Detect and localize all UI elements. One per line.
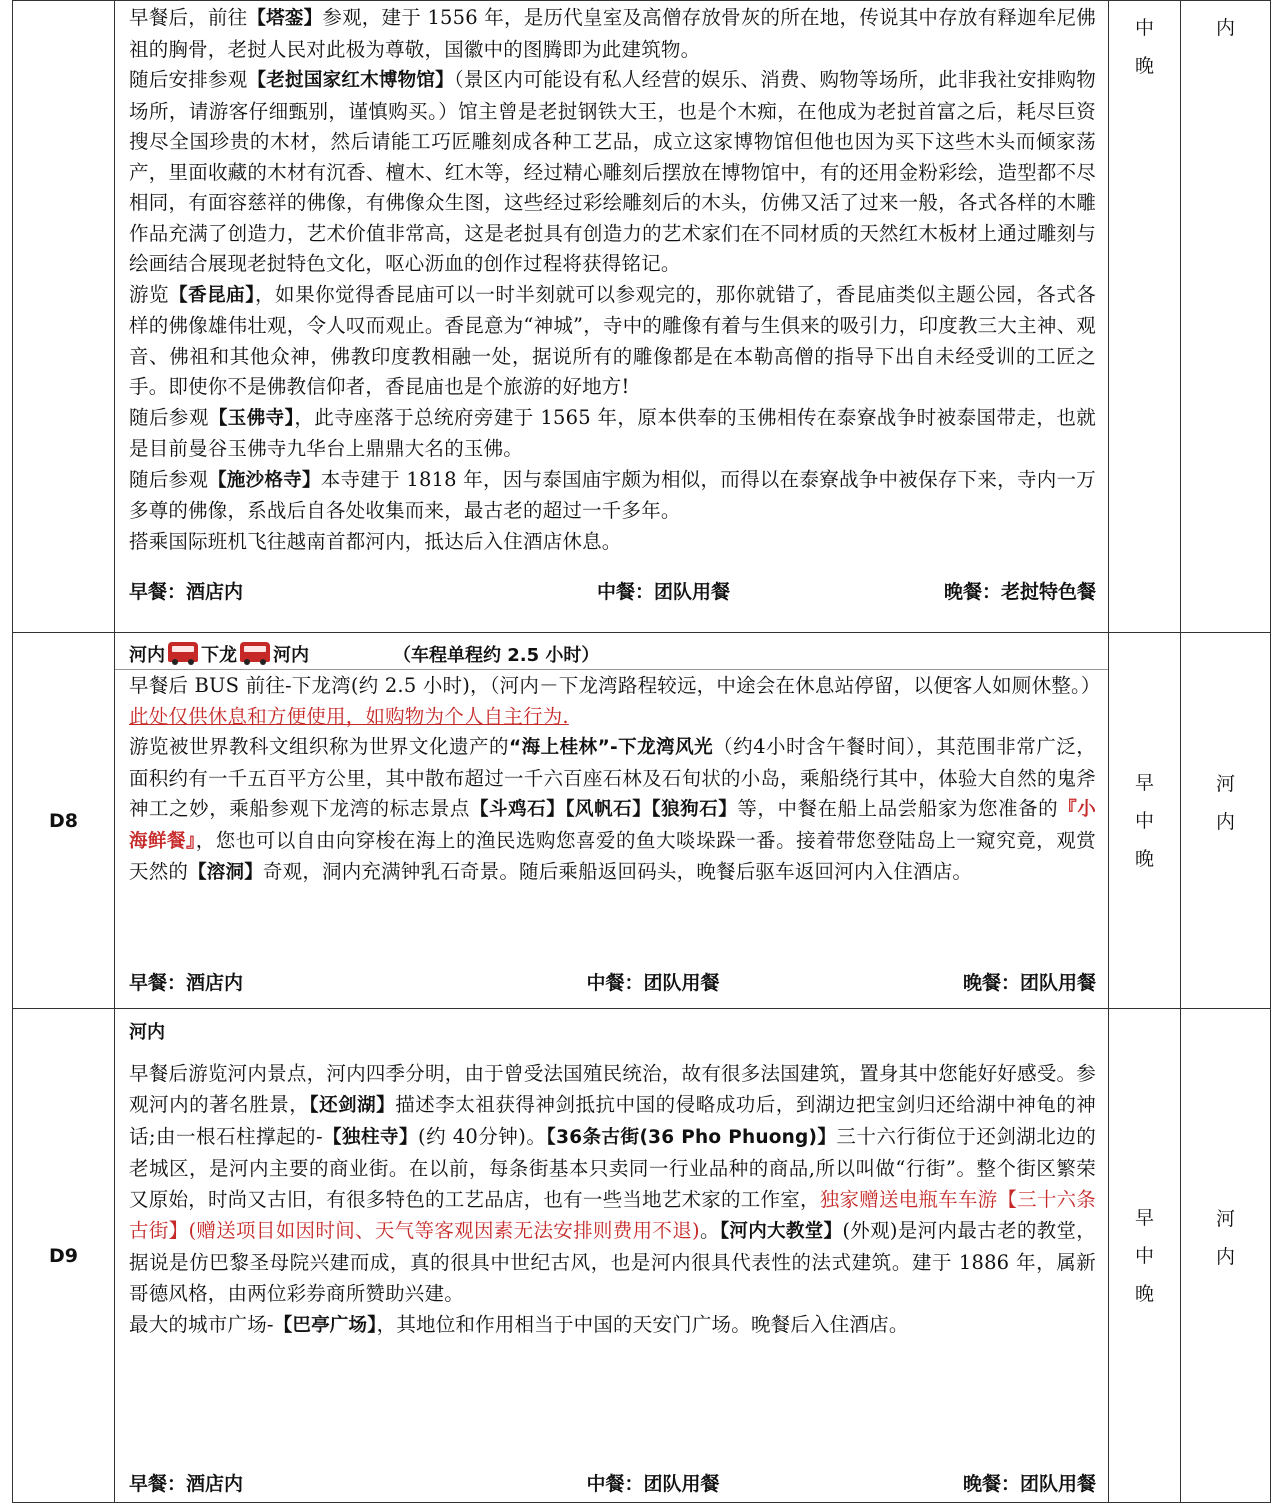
hotel-char: 河 <box>1215 772 1235 795</box>
hotel-stack <box>1181 1200 1270 1276</box>
dinner-text: 晚餐：团队用餐 <box>962 1473 1096 1495</box>
description-body <box>115 1 1108 577</box>
itinerary-table <box>12 0 1271 1503</box>
meal-char: 中 <box>1134 17 1154 39</box>
text-segment: 奇观，洞内充满钟乳石奇景。随后乘船返回码头，晚餐后驱车返回河内入住酒店。 <box>262 860 973 883</box>
meals-stack <box>1109 764 1180 878</box>
route-destination: 河内 <box>273 645 309 666</box>
description-paragraph <box>129 732 1096 889</box>
description-paragraph <box>129 527 1096 558</box>
highlight-term: 【36条古街(36 Pho Phuong)】 <box>546 1127 837 1148</box>
breakfast-text: 早餐：酒店内 <box>129 972 244 994</box>
meal-char: 晚 <box>1134 1282 1154 1305</box>
highlight-term: 【还剑湖】 <box>309 1095 396 1116</box>
text-segment: ，此寺座落于总统府旁建于 1565 年，原本供奉的玉佛相传在泰寮战争时被泰国带走，也就是目前曼谷玉佛寺九华台上鼎鼎大名的玉佛。 <box>129 405 1096 460</box>
bus-icon <box>240 642 270 662</box>
highlight-term: 【塔銮】 <box>247 8 323 29</box>
meal-char: 中 <box>1134 1244 1154 1267</box>
text-segment: 参观，建于 1556 年，是历代皇室及高僧存放骨灰的所在地，传说其中存放有释迦牟尼佛祖的胸骨，老挝人民对此极为尊敬，国徽中的图腾即为此建筑物。 <box>129 6 1096 61</box>
description-paragraph <box>129 3 1096 65</box>
shopping-notice: 此处仅供休息和方便使用，如购物为个人自主行为. <box>129 704 569 728</box>
text-segment: 描述李太祖获得神剑抵抗中国的侵略成功后，到湖边把宝剑归还给湖中神龟的神话;由一根石柱撑起的- <box>129 1093 1096 1148</box>
meals-line <box>115 968 1108 995</box>
highlight-term: 【河内大教堂】 <box>719 1221 843 1242</box>
description-paragraph <box>129 65 1096 280</box>
text-segment: ，其地位和作用相当于中国的天安门广场。晚餐后入住酒店。 <box>376 1313 909 1336</box>
text-segment: (约 40分钟)。 <box>418 1125 547 1148</box>
description-paragraph <box>129 1309 1096 1341</box>
description-paragraph <box>129 465 1096 527</box>
hotel-char: 内 <box>1215 1245 1235 1268</box>
description-paragraph <box>129 1058 1096 1309</box>
text-segment: 游览 <box>129 282 170 306</box>
highlight-term: 【溶洞】 <box>188 862 263 883</box>
description-paragraph <box>129 671 1101 732</box>
meals-stack <box>1109 1199 1180 1313</box>
meal-char: 晚 <box>1134 55 1154 77</box>
meals-column-cell <box>1109 633 1181 1009</box>
description-body <box>115 670 1108 968</box>
text-segment: 。 <box>699 1219 720 1242</box>
description-cell <box>115 1009 1109 1503</box>
hotel-char: 河 <box>1215 1207 1235 1230</box>
lunch-text: 中餐：团队用餐 <box>586 1473 720 1495</box>
highlight-term: 【玉佛寺】 <box>208 407 295 429</box>
text-segment: 随后参观 <box>129 405 209 429</box>
day-label <box>13 1 115 633</box>
day-label: D9 <box>13 1009 115 1503</box>
lunch-text: 中餐：团队用餐 <box>586 972 720 994</box>
itinerary-row-d9 <box>13 1009 1271 1503</box>
text-segment: （约4小时含午餐时间），其范围非常广泛，面积约有一千五百平方公里，其中散布超过一千六百座石林及石旬状的小岛，乘船绕行其中，体验大自然的鬼斧神工之妙，乘船参观下龙湾的标志景点 <box>129 735 1096 820</box>
route-stop: 下龙 <box>201 645 237 666</box>
breakfast-text: 早餐：酒店内 <box>129 1473 244 1495</box>
text-segment: 随后参观 <box>129 467 209 491</box>
highlight-term: 【老挝国家红木博物馆】 <box>247 70 454 91</box>
text-segment: 三十六行街位于还剑湖北边的老城区，是河内主要的商业街。在以前，每条街基本只卖同一行业品种的商品,所以叫做“行街”。整个街区繁荣又原始，时尚又古旧，有很多特色的工艺品店，也有一些当地艺术家的工作室， <box>129 1125 1096 1211</box>
dinner-text: 晚餐：团队用餐 <box>962 972 1096 994</box>
text-segment: ，您也可以自由向穿梭在海上的渔民选购您喜爱的鱼大啖垛跺一番。接着带您登陆岛上一窥究竟，观赏天然的 <box>129 828 1096 883</box>
route-note: （车程单程约 2.5 小时） <box>393 645 600 666</box>
hotel-stack <box>1181 765 1270 841</box>
text-segment: 本寺建于 1818 年，因与泰国庙宇颇为相似，而得以在泰寮战争中被保存下来，寺内一万多尊的佛像，系战后自各处收集而来，最古老的超过一千多年。 <box>129 467 1096 522</box>
hotel-stack <box>1181 1 1270 47</box>
text-segment: 游览被世界教科文组织称为世界文化遗产的 <box>129 735 509 758</box>
meals-stack <box>1109 1 1180 85</box>
meal-char: 早 <box>1134 771 1154 794</box>
text-segment: 等，中餐在船上品尝船家为您准备的 <box>737 797 1059 820</box>
highlight-term: 【施沙格寺】 <box>208 469 321 491</box>
description-body <box>115 1046 1108 1469</box>
text-segment: 早餐后游览河内景点，河内四季分明，由于曾受法国殖民统治，故有很多法国建筑，置身其中您能好好感受。参观河内的著名胜景， <box>129 1062 1096 1116</box>
highlight-term: 【斗鸡石】【风帆石】【狼狗石】 <box>469 799 738 820</box>
hotel-column-cell <box>1181 1 1271 633</box>
route-origin: 河内 <box>129 1021 165 1043</box>
hotel-char: 内 <box>1215 810 1235 833</box>
meal-char: 晚 <box>1134 847 1154 870</box>
hotel-char: 内 <box>1215 17 1235 39</box>
text-segment: 搭乘国际班机飞往越南首都河内，抵达后入住酒店休息。 <box>129 529 622 553</box>
meal-highlight: 『小海鲜餐』 <box>129 799 1096 852</box>
description-paragraph <box>129 403 1096 465</box>
highlight-term: 【巴亭广场】 <box>273 1315 377 1336</box>
text-segment: 早餐后，前往 <box>129 6 248 29</box>
description-paragraph <box>129 280 1096 403</box>
meals-column-cell <box>1109 1009 1181 1503</box>
hotel-column-cell <box>1181 633 1271 1009</box>
meals-column-cell <box>1109 1 1181 633</box>
text-segment: 最大的城市广场- <box>129 1313 274 1336</box>
text-segment: ，如果你觉得香昆庙可以一时半刻就可以参观完的，那你就错了，香昆庙类似主题公园，各式各样的佛像雄伟壮观，令人叹而观止。香昆意为“神城”，寺中的雕像有着与生俱来的吸引力，印度教三大主神、观音、佛祖和其他众神，佛教印度教相融一处，据说所有的雕像都是在本勒高僧的指导下出自未经受训的工匠之手。即使你不是佛教信仰者，香昆庙也是个旅游的好地方! <box>129 282 1097 398</box>
meal-char: 早 <box>1134 1206 1154 1229</box>
highlight-term: 【独柱寺】 <box>322 1127 419 1148</box>
dinner-text: 晚餐：老挝特色餐 <box>943 581 1096 603</box>
route-line <box>115 633 1108 670</box>
meals-line <box>115 577 1108 604</box>
meals-line <box>115 1469 1108 1496</box>
lunch-text: 中餐：团队用餐 <box>596 581 730 603</box>
hotel-column-cell <box>1181 1009 1271 1503</box>
itinerary-row-d8 <box>13 633 1271 1009</box>
breakfast-text: 早餐：酒店内 <box>129 581 244 603</box>
text-segment: 随后安排参观 <box>129 68 248 91</box>
text-segment: （景区内可能设有私人经营的娱乐、消费、购物等场所，此非我社安排购物场所，请游客仔细甄别，谨慎购买。）馆主曾是老挝钢铁大王，也是个木痴，在他成为老挝首富之后，耗尽巨资搜尽全国珍贵的木材，然后请能工巧匠雕刻成各种工艺品，成立这家博物馆但他也因为买下这些木头而倾家荡产，里面收藏的木材有沉香、檀木、红木等，经过精心雕刻后摆放在博物馆中，有的还用金粉彩绘，造型都不尽相同，有面容慈祥的佛像，有佛像众生图，这些经过彩绘雕刻后的木头，仿佛又活了过来一般，各式各样的木雕作品充满了创造力，艺术价值非常高，这是老挝具有创造力的艺术家们在不同材质的天然红木板材上通过雕刻与绘画结合展现老挝特色文化，呕心沥血的创作过程将获得铭记。 <box>129 68 1097 275</box>
highlight-term: 【香昆庙】 <box>169 284 255 306</box>
promo-note: 独家赠送电瓶车车游【三十六条古街】(赠送项目如因时间、天气等客观因素无法安排则费用不退) <box>129 1188 1096 1242</box>
description-cell <box>115 633 1109 1009</box>
day-label: D8 <box>13 633 115 1009</box>
highlight-term: “海上桂林”-下龙湾风光 <box>508 737 714 758</box>
itinerary-row-d7 <box>13 1 1271 633</box>
meal-char: 中 <box>1134 809 1154 832</box>
bus-icon <box>168 642 198 662</box>
description-cell <box>115 1 1109 633</box>
text-segment: 早餐后 BUS 前往-下龙湾(约 2.5 小时)，（河内－下龙湾路程较远，中途会在休息站停留，以便客人如厕休整。） <box>129 674 1101 697</box>
route-origin: 河内 <box>129 645 165 666</box>
text-segment: (外观)是河内最古老的教堂，据说是仿巴黎圣母院兴建而成，真的很具中世纪古风，也是河内很具代表性的法式建筑。建于 1886 年，属新哥德风格，由两位彩券商所赞助兴建。 <box>129 1219 1096 1305</box>
route-line <box>115 1009 1108 1046</box>
